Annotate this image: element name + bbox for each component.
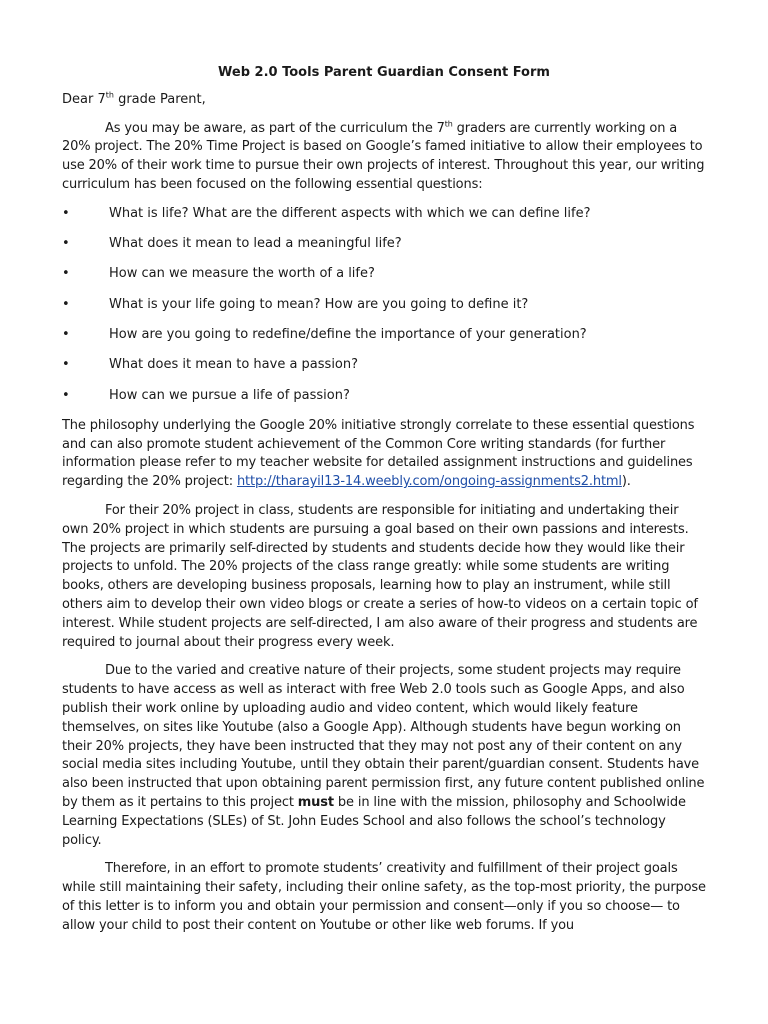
intro-superscript: th (444, 119, 453, 129)
bullet-icon: • (62, 266, 70, 282)
bullet-icon: • (62, 236, 70, 252)
teacher-website-link[interactable]: http://tharayil13-14.weebly.com/ongoing-assignments2.html (236, 474, 622, 490)
philosophy-paragraph (62, 417, 706, 492)
intro-paragraph (62, 120, 706, 195)
salutation-superscript: th (105, 90, 114, 100)
salutation-text-end: grade Parent, (113, 91, 206, 107)
philosophy-text-start: The philosophy underlying the Google 20% initiative strongly correlate to these essential questions and can also promote student achievement of the Common Core writing standards (for further information please refer to my teacher website for detailed assignment instructions and guidelines regarding the 20% project: (62, 417, 695, 490)
emphasis-must: must (297, 795, 334, 810)
salutation-text-start: Dear 7 (62, 91, 106, 107)
projects-paragraph: For their 20% project in class, students are responsible for initiating and undertaking their own 20% project in which students are pursuing a goal based on their own passions and interests. The projects are primarily self-directed by students and students decide how they would like their projects to unfold. The 20% projects of the class range greatly: while some students are writing books, others are developing business proposals, learning how to play an instrument, while still others aim to develop their own video blogs or create a series of how-to videos on a certain topic of interest. While student projects are self-directed, I am also aware of their progress and students are required to journal about their progress every week. (62, 503, 698, 650)
bullet-icon: • (62, 387, 70, 403)
question-text: How are you going to redefine/define the importance of your generation? (109, 326, 587, 342)
question-text: What is life? What are the different aspects with which we can define life? (109, 205, 591, 221)
essential-questions-list (62, 205, 706, 406)
list-item (62, 356, 706, 375)
document-title: Web 2.0 Tools Parent Guardian Consent Form (218, 65, 550, 80)
varied-text-start: Due to the varied and creative nature of their projects, some student projects may require students to have access as well as interact with free Web 2.0 tools such as Google Apps, and also publish their work online by uploading audio and video content, which would likely feature themselves, on sites like Youtube (also a Google App). Although students have begun working on their 20% projects, they have been instructed that they may not post any of their content on any social media sites including Youtube, until they obtain their parent/guardian consent. Students have also been instructed that upon obtaining parent permission first, any future content published online by them as it pertains to this project (62, 663, 705, 810)
question-text: What does it mean to have a passion? (109, 357, 359, 373)
list-item (62, 296, 706, 315)
varied-text-end: be in line with the mission, philosophy and Schoolwide Learning Expectations (SLEs) of St. John Eudes School and also follows the school’s technology policy. (62, 795, 686, 848)
bullet-icon: • (62, 205, 70, 221)
therefore-paragraph: Therefore, in an effort to promote students’ creativity and fulfillment of their project goals while still maintaining their safety, including their online safety, as the top-most priority, the purpose of this letter is to inform you and obtain your permission and consent—only if you so choose— to allow your child to post their content on Youtube or other like web forums. If you (62, 861, 706, 933)
list-item (62, 387, 706, 406)
bullet-icon: • (62, 326, 70, 342)
salutation (62, 91, 706, 110)
intro-text-end: graders are currently working on a 20% project. The 20% Time Project is based on Google’s famed initiative to allow their employees to use 20% of their work time to pursue their own projects of interest. Throughout this year, our writing curriculum has been focused on the following essential questions: (62, 120, 705, 192)
question-text: How can we pursue a life of passion? (109, 387, 350, 403)
question-text: What does it mean to lead a meaningful life? (109, 236, 402, 252)
list-item (62, 265, 706, 284)
list-item (62, 235, 706, 254)
bullet-icon: • (62, 357, 70, 373)
philosophy-text-end: ). (621, 474, 631, 490)
list-item (62, 205, 706, 224)
intro-text-start: As you may be aware, as part of the curriculum the 7 (105, 120, 445, 136)
question-text: What is your life going to mean? How are you going to define it? (109, 296, 529, 312)
bullet-icon: • (62, 296, 70, 312)
varied-projects-paragraph (62, 662, 706, 850)
list-item (62, 326, 706, 345)
question-text: How can we measure the worth of a life? (109, 266, 375, 282)
